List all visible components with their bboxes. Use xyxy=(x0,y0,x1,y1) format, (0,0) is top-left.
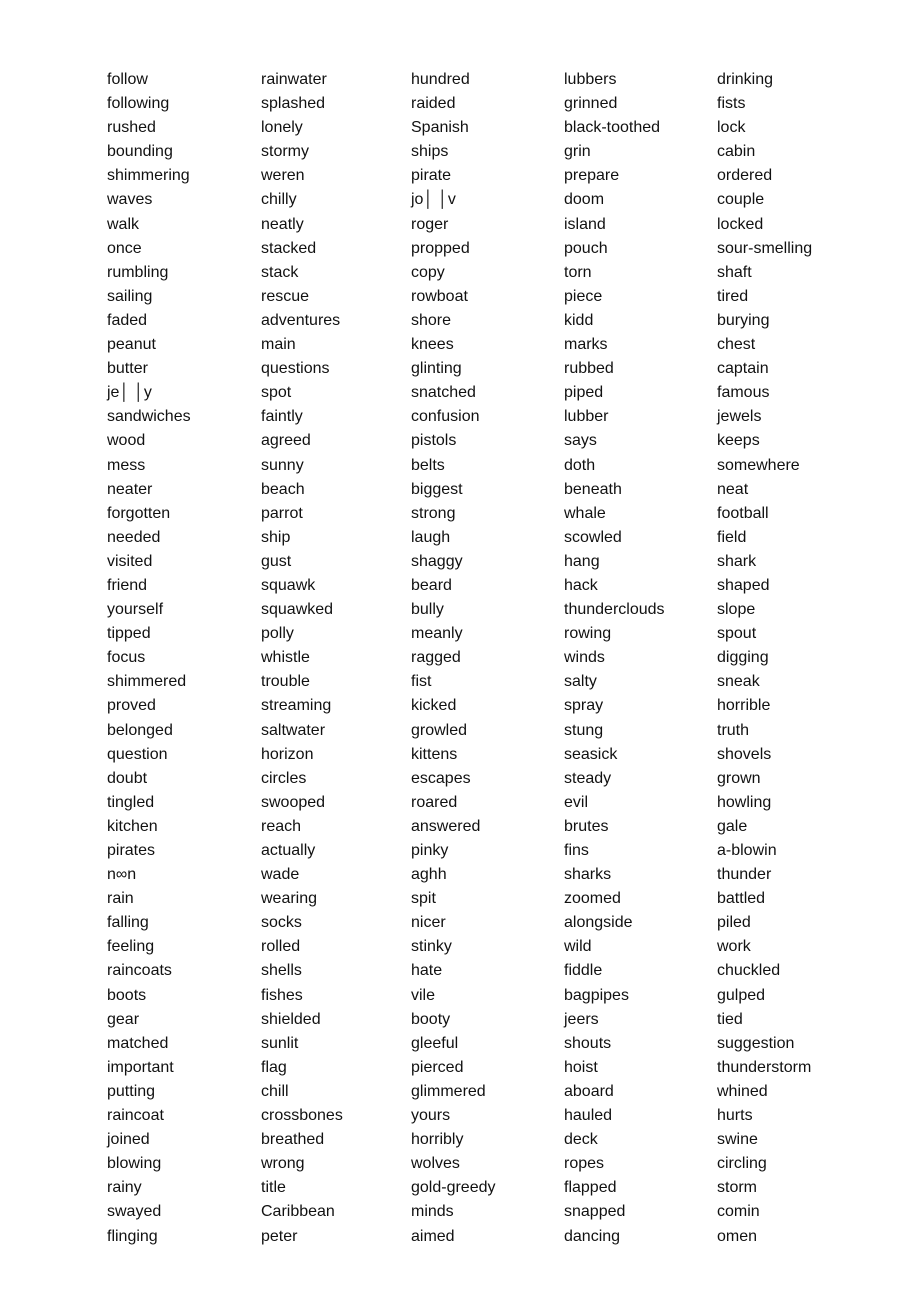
word-item: a-blowin xyxy=(717,842,777,859)
word-item: wade xyxy=(261,866,300,884)
word-item: fists xyxy=(717,95,746,113)
word-item: piece xyxy=(564,287,603,305)
word-item: chill xyxy=(261,1082,289,1100)
word-item: fiddle xyxy=(564,962,603,980)
word-item: evil xyxy=(564,793,589,811)
word-item: bully xyxy=(411,601,444,619)
word-item: slope xyxy=(717,601,756,619)
word-item: storm xyxy=(717,1179,757,1197)
word-item: keeps xyxy=(717,432,760,450)
word-item: swine xyxy=(717,1131,758,1149)
word-item: famous xyxy=(717,384,770,402)
word-item: thunder xyxy=(717,866,772,884)
word-item: lock xyxy=(717,119,746,137)
word-item: hurts xyxy=(717,1107,753,1125)
word-item: adventures xyxy=(261,311,341,329)
word-item: squawked xyxy=(261,601,334,619)
word-item: beneath xyxy=(564,480,622,498)
word-item: n∞n xyxy=(107,866,137,884)
word-item: spout xyxy=(717,625,757,643)
word-item: fishes xyxy=(261,986,303,1004)
word-item: visited xyxy=(107,552,153,570)
word-item: kittens xyxy=(411,745,458,763)
word-item: saltwater xyxy=(261,721,326,739)
word-item: falling xyxy=(107,914,149,932)
word-item: cabin xyxy=(717,143,756,161)
word-item: fist xyxy=(411,673,432,691)
word-item: lubbers xyxy=(564,71,617,88)
word-item: somewhere xyxy=(717,456,800,474)
word-item: strong xyxy=(411,504,456,522)
word-item: minds xyxy=(411,1203,454,1221)
word-item: butter xyxy=(107,360,148,378)
word-item: vile xyxy=(411,986,436,1004)
word-item: sneak xyxy=(717,673,760,691)
word-item: aboard xyxy=(564,1082,614,1100)
word-item: island xyxy=(564,215,606,233)
word-item: needed xyxy=(107,528,161,546)
word-item: walk xyxy=(107,215,140,233)
word-item: black-toothed xyxy=(564,119,661,137)
word-item: spot xyxy=(261,384,292,402)
word-item: aimed xyxy=(411,1227,455,1245)
word-item: gust xyxy=(261,552,292,570)
word-item: chuckled xyxy=(717,962,781,980)
word-item: friend xyxy=(107,576,148,594)
word-item: glimmered xyxy=(411,1082,486,1100)
word-item: work xyxy=(717,938,751,956)
word-item: pistols xyxy=(411,432,457,450)
word-item: snatched xyxy=(411,384,476,402)
word-item: gleeful xyxy=(411,1034,459,1052)
word-item: rain xyxy=(107,890,134,908)
word-item: salty xyxy=(564,673,597,691)
word-item: following xyxy=(107,95,170,113)
word-item: boots xyxy=(107,986,147,1004)
word-item: once xyxy=(107,239,142,257)
word-item: putting xyxy=(107,1082,156,1100)
word-item: rowboat xyxy=(411,287,468,305)
word-item: torn xyxy=(564,263,592,281)
word-item: chest xyxy=(717,336,756,354)
word-item: alongside xyxy=(564,914,633,932)
word-column-1 xyxy=(107,68,267,1249)
word-item: stinky xyxy=(411,938,452,956)
word-item: growled xyxy=(411,721,468,739)
word-item: grown xyxy=(717,769,761,787)
word-item: digging xyxy=(717,649,769,667)
word-item: chilly xyxy=(261,191,297,209)
word-item: shovels xyxy=(717,745,772,763)
word-item: stacked xyxy=(261,239,317,257)
word-item: proved xyxy=(107,697,156,715)
word-item: shielded xyxy=(261,1010,321,1028)
word-item: shaggy xyxy=(411,552,463,570)
word-item: bounding xyxy=(107,143,173,161)
word-item: rowing xyxy=(564,625,612,643)
word-item: glinting xyxy=(411,360,462,378)
word-item: peanut xyxy=(107,336,156,354)
word-item: thunderclouds xyxy=(564,601,665,619)
word-item: rushed xyxy=(107,119,156,137)
word-item: important xyxy=(107,1058,174,1076)
word-item: grin xyxy=(564,143,591,161)
word-item: wild xyxy=(564,938,592,956)
word-item: shimmered xyxy=(107,673,187,691)
word-item: hang xyxy=(564,552,600,570)
word-item: stung xyxy=(564,721,604,739)
word-item: suggestion xyxy=(717,1034,795,1052)
word-item: questions xyxy=(261,360,330,378)
word-item: sailing xyxy=(107,287,153,305)
word-item: sour-smelling xyxy=(717,239,813,257)
word-item: jewels xyxy=(717,408,762,426)
word-item: piled xyxy=(717,914,751,932)
word-item: brutes xyxy=(564,817,609,835)
word-item: Spanish xyxy=(411,119,469,137)
word-item: neater xyxy=(107,480,153,498)
word-item: weren xyxy=(261,167,305,185)
word-item: couple xyxy=(717,191,765,209)
word-item: circles xyxy=(261,769,307,787)
word-item: whale xyxy=(564,504,606,522)
word-item: rescue xyxy=(261,287,310,305)
word-item: crossbones xyxy=(261,1107,343,1125)
word-item: seasick xyxy=(564,745,618,763)
word-item: hate xyxy=(411,962,443,980)
word-item: winds xyxy=(564,649,605,667)
word-item: raincoat xyxy=(107,1107,164,1125)
word-item: kidd xyxy=(564,311,594,329)
word-item: faintly xyxy=(261,408,303,426)
word-item: shore xyxy=(411,311,452,329)
word-item: question xyxy=(107,745,168,763)
word-item: confusion xyxy=(411,408,480,426)
word-item: beach xyxy=(261,480,305,498)
word-item: roared xyxy=(411,793,458,811)
word-item: gold-greedy xyxy=(411,1179,496,1197)
word-item: field xyxy=(717,528,747,546)
word-item: biggest xyxy=(411,480,463,498)
word-item: focus xyxy=(107,649,146,667)
word-item: aghh xyxy=(411,866,447,884)
word-item: drinking xyxy=(717,71,774,88)
word-item: rainy xyxy=(107,1179,142,1197)
word-item: answered xyxy=(411,817,481,835)
word-item: comin xyxy=(717,1203,760,1221)
word-item: dancing xyxy=(564,1227,621,1245)
word-item: flapped xyxy=(564,1179,617,1197)
word-item: title xyxy=(261,1179,286,1197)
word-item: flag xyxy=(261,1058,287,1076)
word-item: faded xyxy=(107,311,148,329)
word-item: main xyxy=(261,336,296,354)
word-item: shaped xyxy=(717,576,770,594)
word-item: beard xyxy=(411,576,452,594)
word-item: sharks xyxy=(564,866,612,884)
word-item: je│ │y xyxy=(107,384,152,402)
word-item: laugh xyxy=(411,528,451,546)
word-item: doth xyxy=(564,456,596,474)
word-item: kitchen xyxy=(107,817,158,835)
word-item: rubbed xyxy=(564,360,614,378)
word-item: stack xyxy=(261,263,299,281)
word-column-4 xyxy=(564,68,724,1249)
word-item: spit xyxy=(411,890,436,908)
word-item: swooped xyxy=(261,793,326,811)
word-item: agreed xyxy=(261,432,311,450)
word-item: circling xyxy=(717,1155,767,1173)
word-item: sandwiches xyxy=(107,408,191,426)
word-item: piped xyxy=(564,384,604,402)
word-item: locked xyxy=(717,215,764,233)
word-item: yours xyxy=(411,1107,451,1125)
word-item: shouts xyxy=(564,1034,612,1052)
word-item: belonged xyxy=(107,721,173,739)
word-item: flinging xyxy=(107,1227,158,1245)
word-item: steady xyxy=(564,769,612,787)
word-item: shark xyxy=(717,552,757,570)
word-item: burying xyxy=(717,311,770,329)
word-item: doom xyxy=(564,191,605,209)
word-item: shaft xyxy=(717,263,752,281)
word-item: whined xyxy=(717,1082,768,1100)
word-item: blowing xyxy=(107,1155,162,1173)
word-item: hoist xyxy=(564,1058,598,1076)
word-column-2 xyxy=(261,68,421,1249)
word-item: splashed xyxy=(261,95,326,113)
word-item: matched xyxy=(107,1034,169,1052)
word-item: ragged xyxy=(411,649,461,667)
word-item: tied xyxy=(717,1010,743,1028)
word-item: captain xyxy=(717,360,769,378)
word-item: horribly xyxy=(411,1131,464,1149)
word-item: polly xyxy=(261,625,294,643)
word-item: prepare xyxy=(564,167,620,185)
word-item: copy xyxy=(411,263,445,281)
word-item: shells xyxy=(261,962,302,980)
word-item: Caribbean xyxy=(261,1203,335,1221)
word-item: truth xyxy=(717,721,750,739)
word-item: thunderstorm xyxy=(717,1058,812,1076)
word-item: peter xyxy=(261,1227,298,1245)
word-item: football xyxy=(717,504,769,522)
word-item: breathed xyxy=(261,1131,325,1149)
word-item: wolves xyxy=(411,1155,460,1173)
word-item: zoomed xyxy=(564,890,621,908)
word-item: meanly xyxy=(411,625,463,643)
word-item: mess xyxy=(107,456,146,474)
word-item: belts xyxy=(411,456,445,474)
word-item: gear xyxy=(107,1010,140,1028)
word-item: gulped xyxy=(717,986,766,1004)
word-item: rumbling xyxy=(107,263,169,281)
word-item: lubber xyxy=(564,408,609,426)
word-item: hundred xyxy=(411,71,470,88)
word-item: marks xyxy=(564,336,608,354)
word-item: knees xyxy=(411,336,454,354)
word-column-5 xyxy=(717,68,877,1249)
word-item: pinky xyxy=(411,842,449,859)
word-item: rolled xyxy=(261,938,301,956)
word-item: sunny xyxy=(261,456,304,474)
word-item: wood xyxy=(107,432,146,450)
word-item: actually xyxy=(261,842,316,859)
word-item: trouble xyxy=(261,673,310,691)
word-item: howling xyxy=(717,793,772,811)
word-item: fins xyxy=(564,842,589,859)
word-item: escapes xyxy=(411,769,471,787)
word-item: horizon xyxy=(261,745,314,763)
word-item: omen xyxy=(717,1227,758,1245)
word-item: roger xyxy=(411,215,449,233)
word-item: joined xyxy=(107,1131,150,1149)
word-item: wearing xyxy=(261,890,318,908)
word-item: jeers xyxy=(564,1010,599,1028)
word-item: reach xyxy=(261,817,302,835)
word-item: whistle xyxy=(261,649,310,667)
word-item: socks xyxy=(261,914,302,932)
word-item: ropes xyxy=(564,1155,605,1173)
word-item: neat xyxy=(717,480,749,498)
word-item: hauled xyxy=(564,1107,613,1125)
word-item: kicked xyxy=(411,697,457,715)
word-item: propped xyxy=(411,239,470,257)
word-item: ships xyxy=(411,143,449,161)
word-item: ship xyxy=(261,528,291,546)
word-item: grinned xyxy=(564,95,618,113)
word-item: nicer xyxy=(411,914,446,932)
word-item: bagpipes xyxy=(564,986,629,1004)
word-item: spray xyxy=(564,697,604,715)
word-item: neatly xyxy=(261,215,304,233)
word-item: stormy xyxy=(261,143,309,161)
word-item: tired xyxy=(717,287,749,305)
word-item: pirates xyxy=(107,842,156,859)
word-item: doubt xyxy=(107,769,148,787)
word-column-3 xyxy=(411,68,571,1249)
word-item: raided xyxy=(411,95,456,113)
word-item: scowled xyxy=(564,528,622,546)
word-item: raincoats xyxy=(107,962,172,980)
word-item: ordered xyxy=(717,167,773,185)
word-item: horrible xyxy=(717,697,771,715)
word-item: snapped xyxy=(564,1203,626,1221)
word-item: squawk xyxy=(261,576,316,594)
word-item: sunlit xyxy=(261,1034,299,1052)
word-item: jo│ │v xyxy=(411,191,456,209)
word-item: swayed xyxy=(107,1203,162,1221)
word-item: yourself xyxy=(107,601,164,619)
word-item: streaming xyxy=(261,697,332,715)
word-item: gale xyxy=(717,817,748,835)
word-item: booty xyxy=(411,1010,451,1028)
word-item: shimmering xyxy=(107,167,190,185)
word-item: waves xyxy=(107,191,153,209)
word-item: tingled xyxy=(107,793,155,811)
word-item: pirate xyxy=(411,167,452,185)
word-item: follow xyxy=(107,71,148,88)
word-item: tipped xyxy=(107,625,151,643)
word-item: says xyxy=(564,432,597,450)
word-item: hack xyxy=(564,576,598,594)
word-item: parrot xyxy=(261,504,303,522)
word-item: pierced xyxy=(411,1058,464,1076)
word-item: battled xyxy=(717,890,766,908)
word-item: pouch xyxy=(564,239,608,257)
word-item: lonely xyxy=(261,119,303,137)
word-item: rainwater xyxy=(261,71,327,88)
word-item: forgotten xyxy=(107,504,171,522)
word-item: wrong xyxy=(261,1155,305,1173)
word-item: deck xyxy=(564,1131,598,1149)
word-item: feeling xyxy=(107,938,155,956)
